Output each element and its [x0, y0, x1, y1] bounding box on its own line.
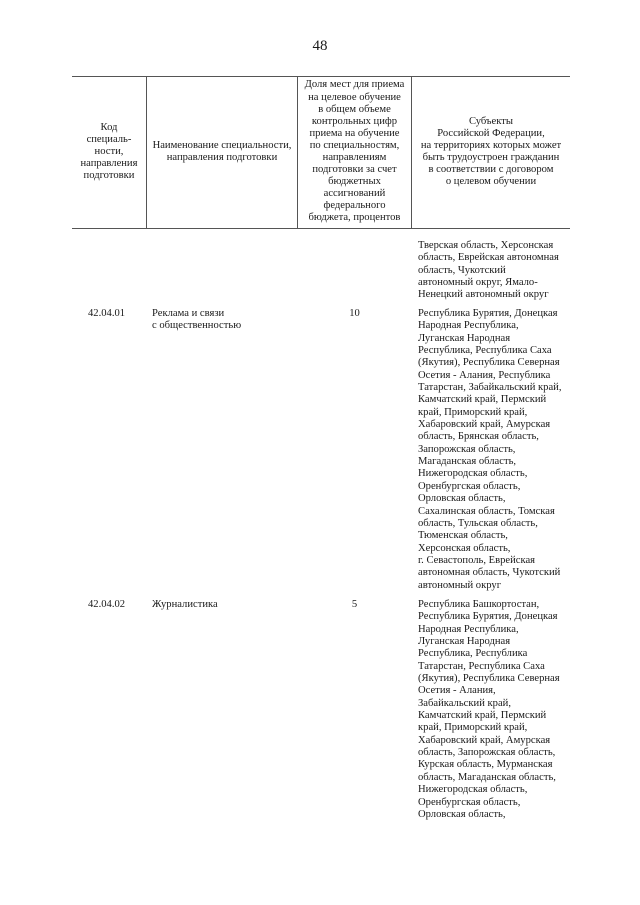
row-subjects: Республика Бурятия, Донецкая Народная Республика, Луганская Народная Республика, Республика Саха (Якутия), Республика Северная Осетия - Алания, Республика Татарстан, Забайкальский край, Камчатский край, Пермский край, Приморский край, Хабаровский край, Амурская область, Брянская область, Запорожская область, Магаданская область, Нижегородская область, Оренбургская область, Орловская область, Сахалинская область, Томская область, Тульская область, Тюменская область, Херсонская область, г. Севастополь, Еврейская автономная область, Чукотский автономный округ	[418, 308, 562, 591]
row-code: 42.04.02	[88, 599, 126, 610]
row-share: 10	[349, 308, 360, 319]
row-share: 5	[351, 599, 358, 610]
header-bottom-rule	[72, 228, 570, 229]
header-share	[298, 76, 411, 228]
header-code-text: Код специаль- ности, направления подготовки	[80, 121, 138, 182]
header-share-text: Доля мест для приема на целевое обучение в общем объеме контрольных цифр приема на обучение по специальностям, направлениям подготовки за счет бюджетных ассигнований федерального бюджета, процентов	[304, 79, 405, 224]
row-code: 42.04.01	[88, 308, 126, 319]
header-subjects-text: Субъекты Российской Федерации, на территориях которых может быть трудоустроен гражданин в соответствии с договором о целевом обучении	[420, 115, 562, 188]
continuation-subjects: Тверская область, Херсонская область, Еврейская автономная область, Чукотский автономный округ, Ямало- Ненецкий автономный округ	[418, 240, 559, 301]
page-number: 48	[312, 38, 328, 54]
header-subjects	[412, 76, 570, 228]
header-code	[72, 76, 146, 228]
header-name-text: Наименование специальности, направления подготовки	[152, 139, 292, 163]
header-name	[147, 76, 297, 228]
row-subjects: Республика Башкортостан, Республика Бурятия, Донецкая Народная Республика, Луганская Народная Республика, Республика Татарстан, Республика Саха (Якутия), Республика Северная Осетия - Алания, Забайкальский край, Камчатский край, Пермский край, Приморский край, Хабаровский край, Амурская область, Запорожская область, Курская область, Мурманская область, Магаданская область, Нижегородская область, Оренбургская область, Орловская область,	[418, 599, 560, 820]
row-name: Реклама и связи с общественностью	[152, 308, 242, 332]
row-name: Журналистика	[152, 599, 218, 610]
